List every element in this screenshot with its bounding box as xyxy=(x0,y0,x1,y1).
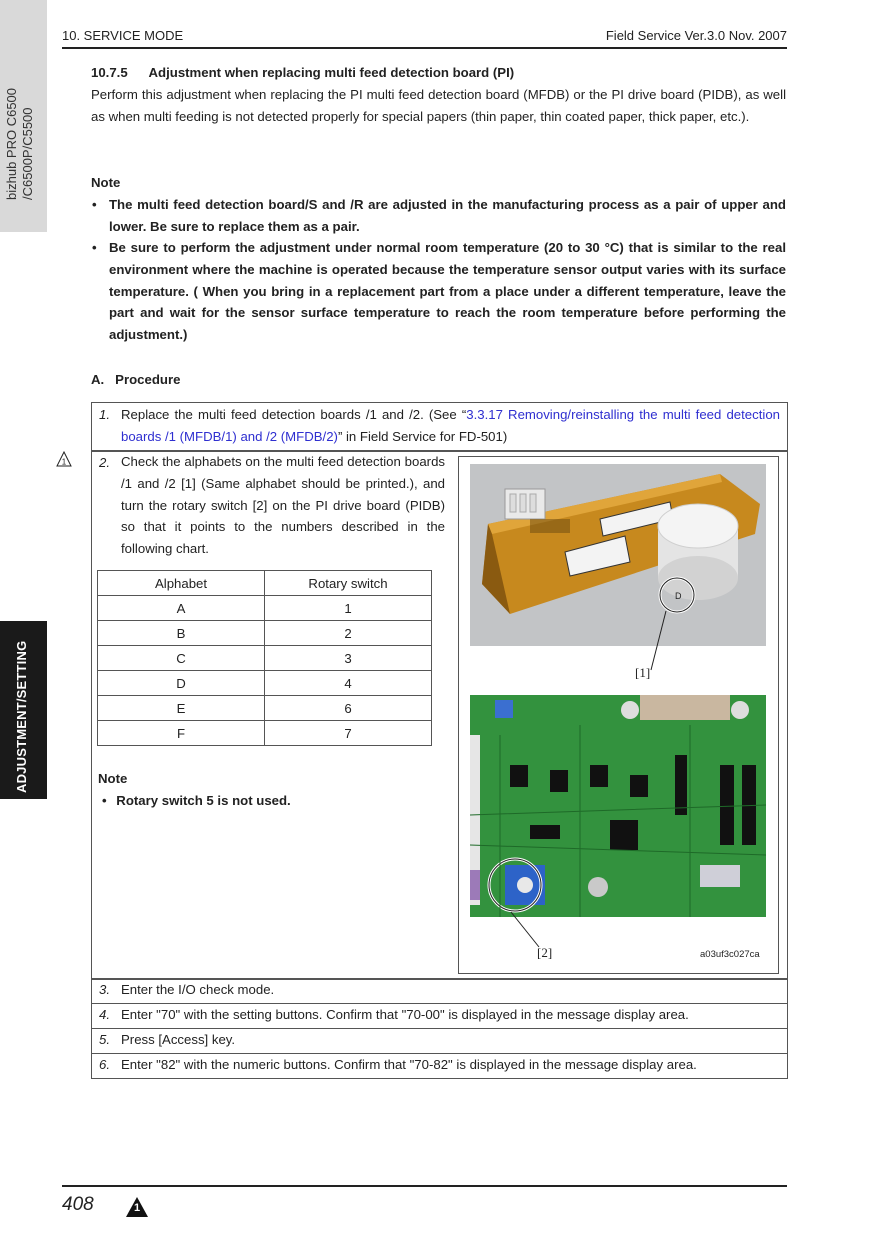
header-section: 10. SERVICE MODE xyxy=(62,28,184,43)
step-1-number: 1. xyxy=(99,407,110,422)
sidetab-chapter xyxy=(0,621,47,799)
table-cell: A xyxy=(98,596,265,621)
rotary-switch-table xyxy=(97,570,432,746)
step-2 xyxy=(91,450,788,980)
step-3-text: Enter the I/O check mode. xyxy=(121,982,275,997)
sidetab-model xyxy=(0,0,47,232)
step-2-note-item xyxy=(102,793,291,808)
table-row xyxy=(98,696,432,721)
callout-lines xyxy=(459,457,778,973)
svg-text:D: D xyxy=(675,591,682,601)
step-5-text: Press [Access] key. xyxy=(121,1032,236,1047)
section-title-text: Adjustment when replacing multi feed detection board (PI) xyxy=(148,65,515,80)
table-cell: 6 xyxy=(265,696,432,721)
table-cell: B xyxy=(98,621,265,646)
step-5 xyxy=(91,1028,788,1054)
photo-frame xyxy=(458,456,779,974)
callout-1-label: [1] xyxy=(635,665,651,680)
note-item-2-text: Be sure to perform the adjustment under normal room temperature (20 to 30 °C) that is similar to the real environment where the machine is operated because the temperature sensor output varies with its surface temperature. ( When you bring in a replacement part from a place under a different temperature, leave the part and wait for the sensor surface temperature to reach the room temperature before performing the adjustment.) xyxy=(109,240,786,343)
step-2-note-heading: Note xyxy=(98,771,128,786)
table-cell: 1 xyxy=(265,596,432,621)
step-1-text-after: ” in Field Service for FD-501) xyxy=(337,428,508,444)
bullet-icon: • xyxy=(102,793,107,808)
step-2-note-text: Rotary switch 5 is not used. xyxy=(116,793,291,808)
revision-badge xyxy=(125,1196,149,1221)
step-2-number: 2. xyxy=(99,455,110,470)
table-header-row xyxy=(98,571,432,596)
step-6 xyxy=(91,1053,788,1079)
step-4-text: Enter "70" with the setting buttons. Confirm that "70-00" is displayed in the message display area. xyxy=(121,1007,689,1022)
revision-triangle-icon xyxy=(56,451,72,470)
table-cell: D xyxy=(98,671,265,696)
page-number: 408 xyxy=(62,1194,94,1215)
step-2-text: Check the alphabets on the multi feed detection boards /1 and /2 [1] (Same alphabet should be printed.), and turn the rotary switch [2] on the PI drive board (PIDB) so that it points to the numbers described in the following chart. xyxy=(121,454,445,557)
callout-2-label: [2] xyxy=(537,945,553,960)
sidetab-chapter-label: ADJUSTMENT/SETTING xyxy=(14,640,29,793)
header-version: Field Service Ver.3.0 Nov. 2007 xyxy=(605,28,787,43)
table-cell: 3 xyxy=(265,646,432,671)
header-rule xyxy=(62,47,787,49)
bullet-icon: • xyxy=(92,240,97,255)
table-cell: F xyxy=(98,721,265,746)
step-6-text: Enter "82" with the numeric buttons. Confirm that "70-82" is displayed in the message display area. xyxy=(121,1057,697,1072)
step-3-number: 3. xyxy=(99,982,110,997)
step-3 xyxy=(91,978,788,1004)
section-title xyxy=(91,65,514,80)
note-item-2 xyxy=(92,237,786,346)
table-row xyxy=(98,721,432,746)
table-cell: C xyxy=(98,646,265,671)
step-1-text-before: Replace the multi feed detection boards /1 and /2. (See “ xyxy=(121,407,467,422)
bullet-icon: • xyxy=(92,197,97,212)
section-intro: Perform this adjustment when replacing the PI multi feed detection board (MFDB) or the PI drive board (PIDB), as well as when multi feeding is not detected properly for special papers (thin paper, thin coated paper, thick paper, etc.). xyxy=(91,87,786,124)
table-header: Rotary switch xyxy=(265,571,432,596)
table-row xyxy=(98,621,432,646)
sidetab-model-line2: /C6500P/C5500 xyxy=(20,107,35,200)
revision-number: 1 xyxy=(134,1202,141,1214)
note-item-1-text: The multi feed detection board/S and /R are adjusted in the manufacturing process as a pair of upper and lower. Be sure to replace them as a pair. xyxy=(109,197,786,234)
table-header: Alphabet xyxy=(98,571,265,596)
table-cell: 7 xyxy=(265,721,432,746)
step-5-number: 5. xyxy=(99,1032,110,1047)
step-4 xyxy=(91,1003,788,1029)
sidetab-model-line1: bizhub PRO C6500 xyxy=(4,87,19,200)
table-cell: 4 xyxy=(265,671,432,696)
table-row xyxy=(98,596,432,621)
step-4-number: 4. xyxy=(99,1007,110,1022)
table-row xyxy=(98,671,432,696)
step-1-link[interactable]: 3.3.17 Removing/reinstalling the multi feed detection boards /1 (MFDB/1) and /2 (MFDB/2) xyxy=(121,407,780,444)
svg-text:1: 1 xyxy=(61,457,67,467)
note-heading: Note xyxy=(91,175,121,190)
table-cell: E xyxy=(98,696,265,721)
image-code: a03uf3c027ca xyxy=(700,949,760,960)
section-number: 10.7.5 xyxy=(91,65,128,80)
table-cell: 2 xyxy=(265,621,432,646)
step-6-number: 6. xyxy=(99,1057,110,1072)
procedure-heading: A. Procedure xyxy=(91,372,181,387)
note-item-1 xyxy=(92,194,786,238)
step-1 xyxy=(91,402,788,452)
table-row xyxy=(98,646,432,671)
footer-rule xyxy=(62,1185,787,1187)
step-1-text xyxy=(121,404,780,448)
